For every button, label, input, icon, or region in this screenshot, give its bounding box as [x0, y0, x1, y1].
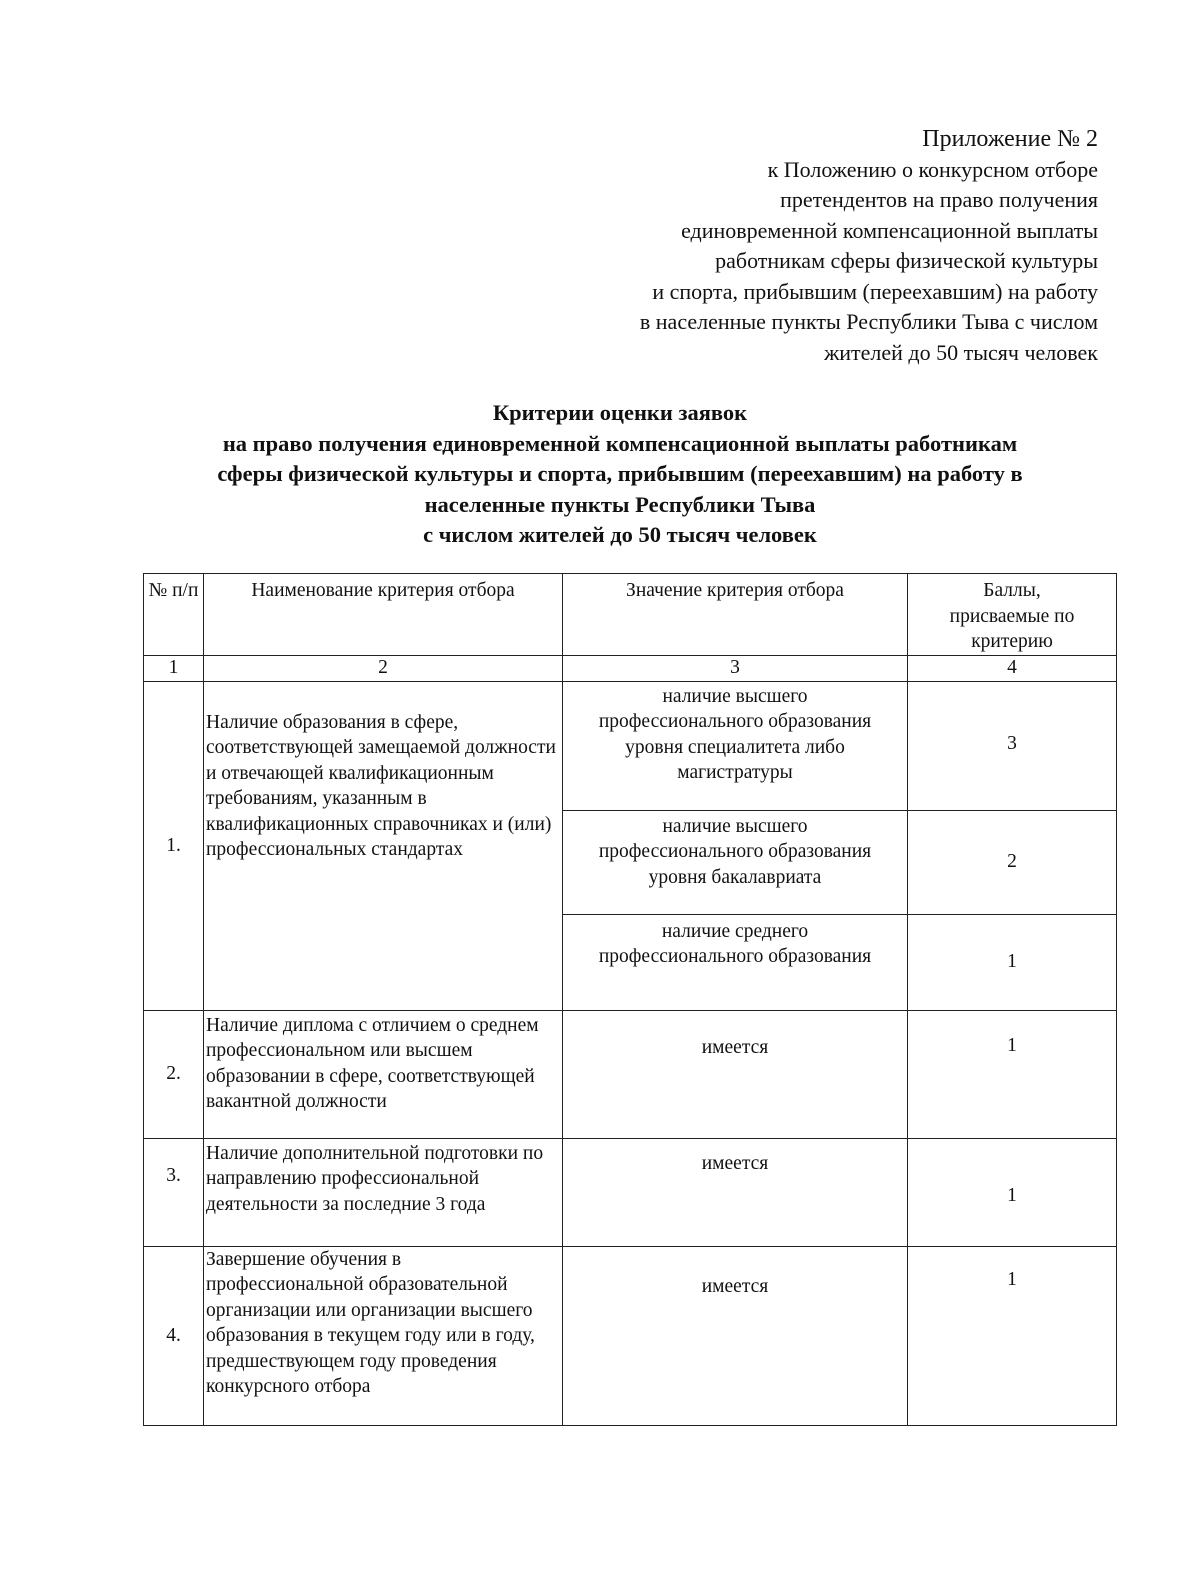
criterion-value: имеется	[563, 1138, 908, 1246]
appendix-reference	[640, 124, 1098, 368]
row-number: 4.	[144, 1246, 204, 1425]
appendix-line: претендентов на право получения	[780, 187, 1098, 212]
criterion-points: 1	[908, 1010, 1117, 1138]
header-name: Наименование критерия отбора	[204, 574, 563, 656]
title-line: населенные пункты Республики Тыва	[424, 491, 816, 517]
table-row	[144, 681, 1117, 810]
appendix-line: работникам сферы физической культуры	[715, 248, 1098, 273]
appendix-line: единовременной компенсационной выплаты	[681, 217, 1098, 243]
index-cell: 4	[908, 655, 1117, 681]
row-number: 1.	[144, 681, 204, 1010]
table-row	[144, 1246, 1117, 1425]
title-line: с числом жителей до 50 тысяч человек	[423, 522, 817, 547]
index-cell: 1	[144, 655, 204, 681]
criterion-points: 1	[908, 1246, 1117, 1425]
title-line: Критерии оценки заявок	[492, 400, 748, 425]
row-number: 2.	[144, 1010, 204, 1138]
criterion-name: Наличие диплома с отличием о среднем профессиональном или высшем образовании в сфере, соответствующей вакантной должности	[204, 1010, 563, 1138]
criterion-points: 1	[908, 914, 1117, 1010]
document-title	[100, 398, 1140, 551]
criterion-name: Наличие образования в сфере, соответствующей замещаемой должности и отвечающей квалификационным требованиям, указанным в квалификационных справочниках и (или) профессиональных стандартах	[204, 681, 563, 1010]
criterion-value: имеется	[563, 1010, 908, 1138]
index-cell: 2	[204, 655, 563, 681]
table-row	[144, 1010, 1117, 1138]
criterion-name: Наличие дополнительной подготовки по направлению профессиональной деятельности за последние 3 года	[204, 1138, 563, 1246]
appendix-line: жителей до 50 тысяч человек	[824, 339, 1098, 365]
title-line: сферы физической культуры и спорта, прибывшим (переехавшим) на работу в	[217, 461, 1023, 486]
appendix-line: к Положению о конкурсном отборе	[767, 156, 1098, 182]
table-header-row	[144, 574, 1117, 656]
table-row	[144, 1138, 1117, 1246]
appendix-line: в населенные пункты Республики Тыва с числом	[639, 309, 1098, 334]
appendix-line: Приложение № 2	[922, 126, 1098, 152]
criterion-value: наличие высшего профессионального образования уровня специалитета либо магистратуры	[563, 681, 908, 810]
criterion-points: 2	[908, 810, 1117, 914]
header-value: Значение критерия отбора	[563, 574, 908, 656]
criterion-value: наличие высшего профессионального образования уровня бакалавриата	[563, 810, 908, 914]
criterion-value: наличие среднего профессионального образования	[563, 914, 908, 1010]
appendix-line: и спорта, прибывшим (переехавшим) на работу	[652, 278, 1098, 304]
criterion-points: 3	[908, 681, 1117, 810]
header-num: № п/п	[144, 574, 204, 656]
row-number: 3.	[144, 1138, 204, 1246]
header-points: Баллы, присваемые по критерию	[908, 574, 1117, 656]
criterion-value: имеется	[563, 1246, 908, 1425]
table-index-row	[144, 655, 1117, 681]
criteria-table	[143, 573, 1117, 1426]
criterion-points: 1	[908, 1138, 1117, 1246]
index-cell: 3	[563, 655, 908, 681]
criterion-name: Завершение обучения в профессиональной образовательной организации или организации высшего образования в текущем году или в году, предшествующем году проведения конкурсного отбора	[204, 1246, 563, 1425]
title-line: на право получения единовременной компенсационной выплаты работникам	[222, 430, 1018, 456]
